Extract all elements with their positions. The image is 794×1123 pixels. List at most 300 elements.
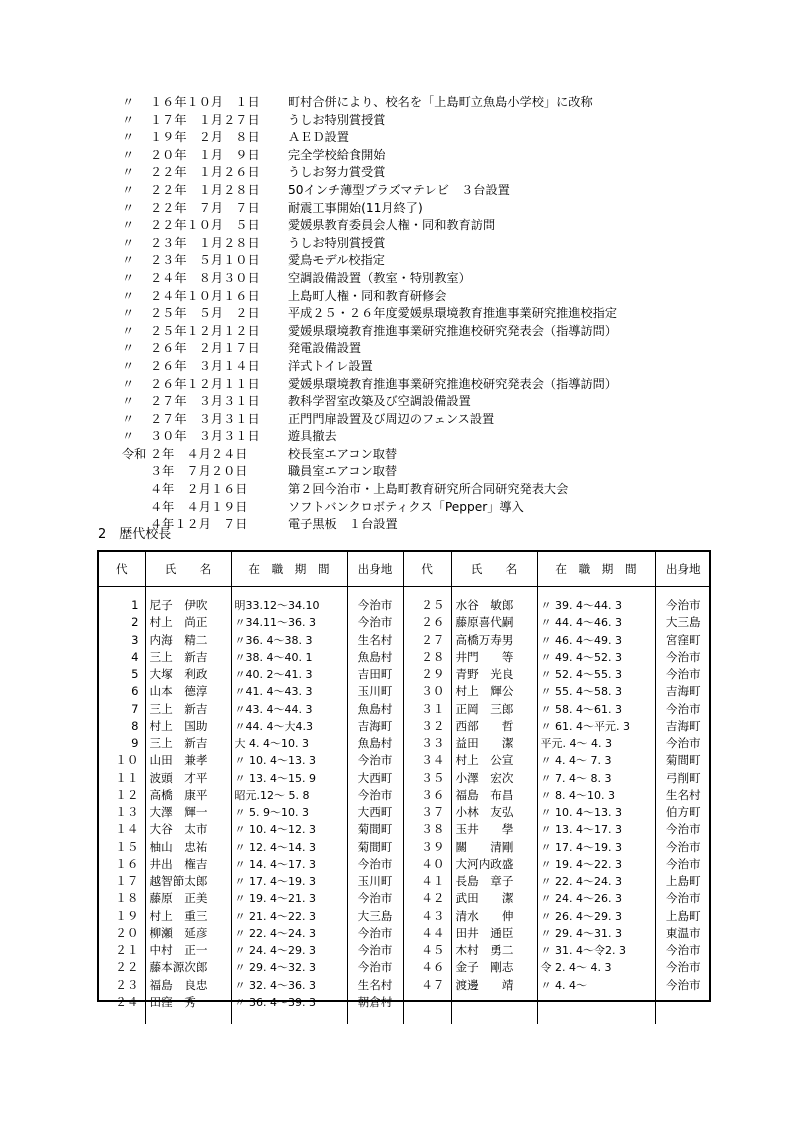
principal-name: 福島 良忠 <box>145 977 231 994</box>
principals-table-body <box>99 587 711 1024</box>
table-row <box>99 873 711 890</box>
history-row <box>122 235 762 253</box>
history-date: ２２年 １月２８日 <box>150 182 260 197</box>
principal-name: 井門 等 <box>451 649 537 666</box>
principal-term: 〃 13. 4～15. 9 <box>231 770 347 787</box>
principal-name: 關 清剛 <box>451 839 537 856</box>
history-event: 正門門扉設置及び周辺のフェンス設置 <box>288 411 495 426</box>
principal-origin: 菊間町 <box>347 821 403 838</box>
principal-origin: 魚島村 <box>347 649 403 666</box>
principal-term: 〃 12. 4～14. 3 <box>231 839 347 856</box>
principal-origin: 今治市 <box>347 959 403 976</box>
principal-origin: 今治市 <box>665 856 701 871</box>
table-row <box>99 890 711 907</box>
history-row <box>122 129 762 147</box>
history-era: 〃 <box>122 306 135 321</box>
spacer-cell <box>145 587 231 598</box>
history-date: ２４年 ８月３０日 <box>150 270 260 285</box>
history-event: 遊具撤去 <box>288 429 337 444</box>
table-row <box>99 908 711 925</box>
history-row <box>122 252 762 270</box>
principal-name: 中村 正一 <box>145 942 231 959</box>
history-row <box>122 358 762 376</box>
principal-term: 〃 19. 4～22. 3 <box>537 856 655 873</box>
history-date: ２２年１０月 ５日 <box>150 218 260 233</box>
principal-number: ２９ <box>403 666 451 683</box>
table-row <box>99 735 711 752</box>
principal-term: 大 4. 4～10. 3 <box>231 735 347 752</box>
principal-number: １８ <box>99 890 145 907</box>
principal-name: 田井 通臣 <box>451 925 537 942</box>
spacer-cell <box>537 587 655 598</box>
principal-name: 村上 国助 <box>145 718 231 735</box>
table-row <box>99 821 711 838</box>
history-row <box>122 516 762 534</box>
principal-term: 昭元.12～ 5. 8 <box>231 787 347 804</box>
table-row <box>99 683 711 700</box>
principal-origin: 魚島村 <box>347 701 403 718</box>
principal-name: 井出 権吉 <box>145 856 231 873</box>
principal-name: 西部 哲 <box>451 718 537 735</box>
principal-name: 藤原 正美 <box>145 890 231 907</box>
principal-origin: 今治市 <box>665 598 701 612</box>
principal-number: 5 <box>99 666 145 683</box>
header-origin: 出身地 <box>347 552 403 587</box>
principal-number: ３２ <box>403 718 451 735</box>
principal-origin: 今治市 <box>665 649 701 664</box>
section-heading: 2 歴代校長 <box>98 527 172 542</box>
table-row <box>99 597 711 614</box>
table-row <box>99 942 711 959</box>
principal-origin: 吉海町 <box>347 718 403 735</box>
principal-number: 9 <box>99 735 145 752</box>
principal-name: 益田 潔 <box>451 735 537 752</box>
principal-term: 〃 31. 4～令2. 3 <box>537 942 655 959</box>
principal-name: 田窪 秀一 <box>145 994 231 1024</box>
history-event: 愛媛県環境教育推進事業研究推進校研究発表会（指導訪問） <box>288 376 618 391</box>
principal-origin: 魚島村 <box>347 735 403 752</box>
principal-term: 〃 19. 4～21. 3 <box>231 890 347 907</box>
principal-term: 〃 17. 4～19. 3 <box>231 873 347 890</box>
history-event: 耐震工事開始(11月終了) <box>288 200 423 215</box>
spacer-cell <box>403 587 451 598</box>
principal-name: 越智節太郎 <box>145 873 231 890</box>
history-event: 発電設備設置 <box>288 341 362 356</box>
history-event: 愛鳥モデル校指定 <box>288 253 385 268</box>
principal-number: 3 <box>99 632 145 649</box>
principal-number: ３０ <box>403 683 451 700</box>
principal-origin: 玉川町 <box>347 873 403 890</box>
principal-name: 波頭 才平 <box>145 770 231 787</box>
principal-number: １１ <box>99 770 145 787</box>
principal-number: ３４ <box>403 752 451 769</box>
history-era: 〃 <box>122 411 135 426</box>
table-row <box>99 804 711 821</box>
principal-number: ３１ <box>403 701 451 718</box>
principal-name: 武田 潔 <box>451 890 537 907</box>
history-event: 愛媛県教育委員会人権・同和教育訪問 <box>288 218 496 233</box>
principal-term: 〃 22. 4～24. 3 <box>537 873 655 890</box>
principal-term: 〃 36. 4～39. 3 <box>231 994 347 1024</box>
principal-name: 内海 精二 <box>145 632 231 649</box>
header-name: 氏 名 <box>451 552 537 587</box>
principal-origin: 大三島 <box>347 908 403 925</box>
history-date: ３０年 ３月３１日 <box>150 429 260 444</box>
principal-term: 〃 5. 9～10. 3 <box>231 804 347 821</box>
history-era: 〃 <box>122 95 135 109</box>
principals-table-frame <box>97 550 711 1009</box>
principal-origin: 今治市 <box>665 701 701 716</box>
header-term: 在 職 期 間 <box>537 552 655 587</box>
principal-term: 〃 55. 4～58. 3 <box>537 683 655 700</box>
principal-term: 〃44. 4～大4.3 <box>231 718 347 735</box>
history-date: ２２年 ７月 ７日 <box>150 200 260 215</box>
history-row <box>122 200 762 218</box>
history-row <box>122 376 762 394</box>
history-era: 〃 <box>122 270 135 285</box>
principal-term: 〃 61. 4～平元. 3 <box>537 718 655 735</box>
table-row <box>99 718 711 735</box>
table-row <box>99 649 711 666</box>
principal-term: 〃 8. 4～10. 3 <box>537 787 655 804</box>
principal-origin: 今治市 <box>347 597 403 614</box>
history-date: ２７年 ３月３１日 <box>150 411 260 426</box>
principal-name: 大塚 利政 <box>145 666 231 683</box>
history-date: ２６年 ３月１４日 <box>150 358 260 373</box>
principal-number: 1 <box>99 597 145 614</box>
history-row <box>122 288 762 306</box>
principal-term: 〃38. 4～40. 1 <box>231 649 347 666</box>
principal-number: ２５ <box>403 597 451 614</box>
table-row <box>99 959 711 976</box>
principal-term: 〃 22. 4～24. 3 <box>231 925 347 942</box>
history-event: ＡＥＤ設置 <box>288 130 349 145</box>
table-row <box>99 977 711 994</box>
principal-origin: 大西町 <box>347 770 403 787</box>
principal-name: 大河内政盛 <box>451 856 537 873</box>
history-era: 〃 <box>122 112 135 127</box>
history-row <box>122 323 762 341</box>
history-date: ２６年 ２月１７日 <box>150 341 260 356</box>
principal-name: 村上 輝公 <box>451 683 537 700</box>
history-date: １６年１０月 １日 <box>150 95 260 109</box>
principal-name: 福島 布昌 <box>451 787 537 804</box>
history-row <box>122 217 762 235</box>
principal-term: 〃40. 2～41. 3 <box>231 666 347 683</box>
principal-term: 平元. 4～ 4. 3 <box>537 735 655 752</box>
principal-term: 〃 46. 4～49. 3 <box>537 632 655 649</box>
history-event: 職員室エアコン取替 <box>288 464 398 479</box>
spacer-cell <box>451 587 537 598</box>
spacer-cell <box>231 587 347 598</box>
spacer-cell <box>347 587 403 598</box>
history-row <box>122 411 762 429</box>
history-event: 洋式トイレ設置 <box>288 358 373 373</box>
principal-term: 〃 49. 4～52. 3 <box>537 649 655 666</box>
history-era: 〃 <box>122 341 135 356</box>
history-era: 〃 <box>122 200 135 215</box>
principal-number: ４５ <box>403 942 451 959</box>
principal-term: 〃 13. 4～17. 3 <box>537 821 655 838</box>
principal-name: 青野 光良 <box>451 666 537 683</box>
principal-name: 金子 剛志 <box>451 959 537 976</box>
principal-number: 2 <box>99 614 145 631</box>
principal-number: １７ <box>99 873 145 890</box>
header-origin: 出身地 <box>655 552 711 587</box>
principal-number: ２８ <box>403 649 451 666</box>
history-date: ２６年１２月１１日 <box>150 376 260 391</box>
principal-origin: 今治市 <box>665 943 701 957</box>
history-row <box>122 481 762 499</box>
history-row <box>122 446 762 464</box>
principal-number: １３ <box>99 804 145 821</box>
principal-origin: 今治市 <box>347 925 403 942</box>
principal-number: １９ <box>99 908 145 925</box>
principal-origin: 菊間町 <box>665 753 701 768</box>
header-no: 代 <box>99 552 145 587</box>
principal-number: ３３ <box>403 735 451 752</box>
principal-number: １４ <box>99 821 145 838</box>
principal-name: 高橋 康平 <box>145 787 231 804</box>
principal-number: １０ <box>99 752 145 769</box>
table-row <box>99 856 711 873</box>
history-event: 完全学校給食開始 <box>288 147 386 162</box>
principals-table <box>99 552 711 1024</box>
history-row <box>122 164 762 182</box>
principal-origin: 生名村 <box>347 977 403 994</box>
principal-origin: 生名村 <box>665 787 701 802</box>
history-date: ３年 ７月２０日 <box>150 464 248 479</box>
table-row <box>99 666 711 683</box>
principal-origin: 今治市 <box>347 942 403 959</box>
history-date: ４年 ２月１６日 <box>150 482 248 497</box>
principal-origin: 今治市 <box>665 667 701 681</box>
principal-term: 〃 29. 4～31. 3 <box>537 925 655 942</box>
history-row <box>122 499 762 517</box>
principal-origin: 今治市 <box>347 752 403 769</box>
principal-number: ２６ <box>403 614 451 631</box>
table-header-row <box>99 552 711 587</box>
history-era: 〃 <box>122 288 135 303</box>
principal-name: 尼子 伊吹 <box>145 597 231 614</box>
principal-origin: 今治市 <box>347 890 403 907</box>
school-history-list <box>122 94 762 534</box>
history-row <box>122 94 762 112</box>
table-row <box>99 787 711 804</box>
principal-name: 村上 尚正 <box>145 614 231 631</box>
principal-term: 〃 39. 4～44. 3 <box>537 597 655 614</box>
principal-origin: 吉海町 <box>665 684 701 699</box>
principal-term: 〃 29. 4～32. 3 <box>231 959 347 976</box>
principal-name: 小林 友弘 <box>451 804 537 821</box>
table-row <box>99 701 711 718</box>
principal-origin: 朝倉村 <box>347 994 403 1024</box>
principal-origin: 生名村 <box>347 632 403 649</box>
principal-name: 玉井 學 <box>451 821 537 838</box>
principal-term: 〃 52. 4～55. 3 <box>537 666 655 683</box>
history-date: ２３年 ５月１０日 <box>150 253 260 268</box>
history-row <box>122 270 762 288</box>
principal-term <box>537 994 655 1024</box>
history-row <box>122 112 762 130</box>
history-row <box>122 305 762 323</box>
principal-name: 大澤 輝一 <box>145 804 231 821</box>
history-date: ２年 ４月２４日 <box>150 446 248 461</box>
principal-origin: 吉田町 <box>347 666 403 683</box>
history-era: 〃 <box>122 323 135 338</box>
principal-origin: 菊間町 <box>347 839 403 856</box>
table-row <box>99 994 711 1024</box>
history-event: ソフトバンクロボティクス「Pepper」導入 <box>288 499 524 514</box>
history-date: １７年 １月２７日 <box>150 112 260 127</box>
history-era: 〃 <box>122 147 135 162</box>
principal-origin: 上島町 <box>665 908 701 923</box>
principal-number: １２ <box>99 787 145 804</box>
principal-origin: 東温市 <box>665 925 701 940</box>
principal-origin: 今治市 <box>347 787 403 804</box>
principal-name: 長島 章子 <box>451 873 537 890</box>
principal-name: 水谷 敏郎 <box>451 597 537 614</box>
principal-number: ４１ <box>403 873 451 890</box>
principal-term: 〃41. 4～43. 3 <box>231 683 347 700</box>
principal-number: 6 <box>99 683 145 700</box>
principal-number: ４６ <box>403 959 451 976</box>
table-row <box>99 925 711 942</box>
history-event: 平成２５・２６年度愛媛県環境教育推進事業研究推進校指定 <box>288 306 618 321</box>
principal-number: ２７ <box>403 632 451 649</box>
history-era: 〃 <box>122 376 135 391</box>
principal-origin: 今治市 <box>665 822 701 837</box>
principal-term: 〃 4. 4～ 7. 3 <box>537 752 655 769</box>
principal-origin: 今治市 <box>665 977 701 992</box>
principal-number: ４３ <box>403 908 451 925</box>
principal-term: 〃 24. 4～29. 3 <box>231 942 347 959</box>
principal-origin: 今治市 <box>665 960 701 975</box>
history-era: 〃 <box>122 429 135 444</box>
principal-name: 三上 新吉 <box>145 649 231 666</box>
principal-origin: 上島町 <box>665 874 701 888</box>
history-event: 校長室エアコン取替 <box>288 446 398 461</box>
spacer-cell <box>655 587 711 598</box>
principal-term: 〃 58. 4～61. 3 <box>537 701 655 718</box>
history-row <box>122 463 762 481</box>
history-date: ２０年 １月 ９日 <box>150 147 260 162</box>
history-event: うしお特別賞授賞 <box>288 235 386 250</box>
principal-name: 藤本源次郎 <box>145 959 231 976</box>
principal-term: 〃 10. 4～12. 3 <box>231 821 347 838</box>
history-date: ２２年 １月２６日 <box>150 165 260 180</box>
history-date: ４年 ４月１９日 <box>150 499 248 514</box>
principal-number: 4 <box>99 649 145 666</box>
principal-name: 高橋万寿男 <box>451 632 537 649</box>
principal-term: 〃 26. 4～29. 3 <box>537 908 655 925</box>
history-date: ４年１２月 ７日 <box>150 517 248 532</box>
principal-number: ２３ <box>99 977 145 994</box>
history-event: 電子黒板 １台設置 <box>288 517 398 532</box>
history-date: ２３年 １月２８日 <box>150 235 260 250</box>
principal-term: 〃34.11～36. 3 <box>231 614 347 631</box>
principal-name: 清水 伸 <box>451 908 537 925</box>
principal-origin: 大三島 <box>665 615 701 630</box>
history-event: うしお努力賞受賞 <box>288 165 386 180</box>
principal-term: 〃36. 4～38. 3 <box>231 632 347 649</box>
principal-term: 〃 4. 4～ <box>537 977 655 994</box>
spacer-cell <box>99 587 145 598</box>
principal-origin: 今治市 <box>665 839 701 854</box>
principal-term: 〃 32. 4～36. 3 <box>231 977 347 994</box>
principal-number: ２０ <box>99 925 145 942</box>
principal-number: ４２ <box>403 890 451 907</box>
principal-origin: 宮窪町 <box>665 632 701 647</box>
principal-number: ２４ <box>99 994 145 1024</box>
principal-number: ４７ <box>403 977 451 994</box>
history-date: ２７年 ３月３１日 <box>150 394 260 409</box>
table-row <box>99 839 711 856</box>
principal-origin <box>655 994 711 1024</box>
principal-number: ３５ <box>403 770 451 787</box>
principal-name <box>451 994 537 1024</box>
history-era: 〃 <box>122 218 135 233</box>
history-event: 空調設備設置（教室・特別教室） <box>288 270 471 285</box>
principal-origin: 今治市 <box>665 736 701 750</box>
principal-term: 〃 21. 4～22. 3 <box>231 908 347 925</box>
principal-origin: 弓削町 <box>665 770 701 785</box>
history-era: 令和 <box>122 446 147 461</box>
history-era: 〃 <box>122 358 135 373</box>
history-row <box>122 340 762 358</box>
principal-number: ４４ <box>403 925 451 942</box>
principal-origin: 今治市 <box>665 891 701 906</box>
principal-name: 山本 德淳 <box>145 683 231 700</box>
principal-name: 山田 兼孝 <box>145 752 231 769</box>
history-event: 町村合併により、校名を「上島町立魚島小学校」に改称 <box>288 95 593 109</box>
principal-number <box>403 994 451 1024</box>
principal-number: 8 <box>99 718 145 735</box>
principal-name: 三上 新吉 <box>145 735 231 752</box>
principal-number: ３６ <box>403 787 451 804</box>
history-event: 教科学習室改築及び空調設備設置 <box>288 394 471 409</box>
history-era: 〃 <box>122 235 135 250</box>
principal-name: 小澤 宏次 <box>451 770 537 787</box>
table-row <box>99 770 711 787</box>
history-row <box>122 428 762 446</box>
history-era: 〃 <box>122 394 135 409</box>
principal-number: ３７ <box>403 804 451 821</box>
principal-term: 〃 10. 4～13. 3 <box>231 752 347 769</box>
principal-number: １６ <box>99 856 145 873</box>
principal-number: 7 <box>99 701 145 718</box>
principal-number: ３８ <box>403 821 451 838</box>
history-event: 50インチ薄型プラズマテレビ ３台設置 <box>288 182 510 197</box>
history-era: 〃 <box>122 165 135 180</box>
principal-name: 柚山 忠祐 <box>145 839 231 856</box>
principal-term: 明33.12～34.10 <box>231 597 347 614</box>
principal-term: 〃 14. 4～17. 3 <box>231 856 347 873</box>
principal-name: 村上 重三 <box>145 908 231 925</box>
history-event: 第２回今治市・上島町教育研究所合同研究発表大会 <box>288 482 569 497</box>
principal-name: 柳瀬 延彦 <box>145 925 231 942</box>
principal-name: 村上 公宣 <box>451 752 537 769</box>
history-date: ２５年 ５月 ２日 <box>150 306 260 321</box>
history-era: 〃 <box>122 253 135 268</box>
table-row <box>99 614 711 631</box>
history-event: 愛媛県環境教育推進事業研究推進校研究発表会（指導訪問） <box>288 323 618 338</box>
history-row <box>122 147 762 165</box>
principal-name: 大谷 太市 <box>145 821 231 838</box>
principal-origin: 今治市 <box>347 856 403 873</box>
principal-term: 〃 10. 4～13. 3 <box>537 804 655 821</box>
history-date: １９年 ２月 ８日 <box>150 130 260 145</box>
